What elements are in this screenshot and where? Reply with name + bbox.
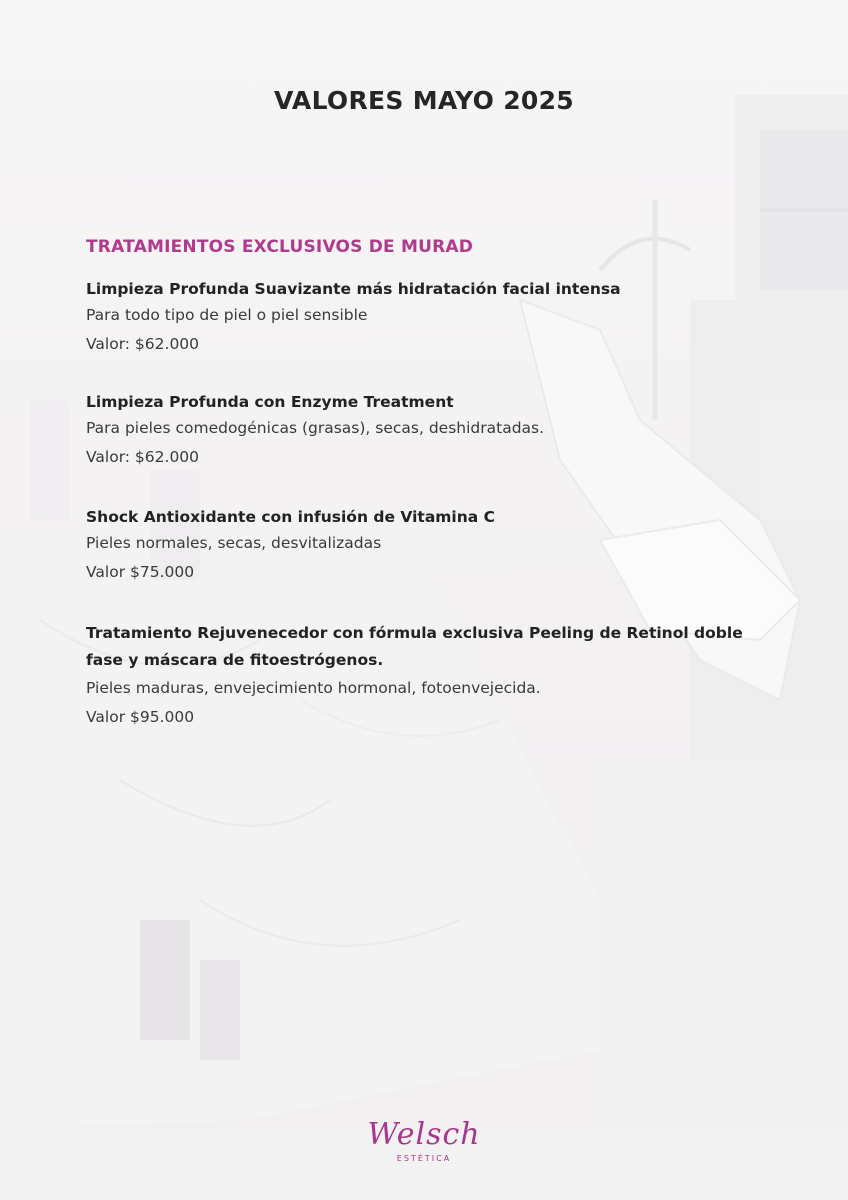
treatment-name: Limpieza Profunda con Enzyme Treatment: [86, 393, 454, 411]
treatment-name: Tratamiento Rejuvenecedor con fórmula exclusiva Peeling de Retinol doble fase y máscara de fitoestrógenos.: [86, 624, 743, 669]
treatment-description: Pieles normales, secas, desvitalizadas: [86, 534, 382, 552]
treatment-price: Valor: $62.000: [86, 335, 200, 353]
brand-subtitle: ESTÉTICA: [396, 1154, 452, 1163]
treatment-price: Valor $95.000: [86, 708, 195, 726]
treatment-item: [86, 505, 786, 587]
treatment-price: Valor $75.000: [86, 563, 195, 581]
treatment-name: Limpieza Profunda Suavizante más hidratación facial intensa: [86, 280, 621, 298]
treatment-item: [86, 390, 786, 472]
brand-logo: [0, 1118, 848, 1163]
page-title: VALORES MAYO 2025: [273, 86, 574, 115]
treatment-description: Para todo tipo de piel o piel sensible: [86, 306, 368, 324]
treatment-description: Pieles maduras, envejecimiento hormonal, fotoenvejecida.: [86, 679, 541, 697]
treatment-item: [86, 620, 776, 732]
treatment-description: Para pieles comedogénicas (grasas), secas, deshidratadas.: [86, 419, 545, 437]
treatment-price: Valor: $62.000: [86, 448, 200, 466]
treatment-name: Shock Antioxidante con infusión de Vitamina C: [86, 508, 496, 526]
treatment-item: [86, 277, 786, 359]
brand-name: Welsch: [367, 1117, 481, 1152]
section-title: TRATAMIENTOS EXCLUSIVOS DE MURAD: [86, 237, 474, 257]
